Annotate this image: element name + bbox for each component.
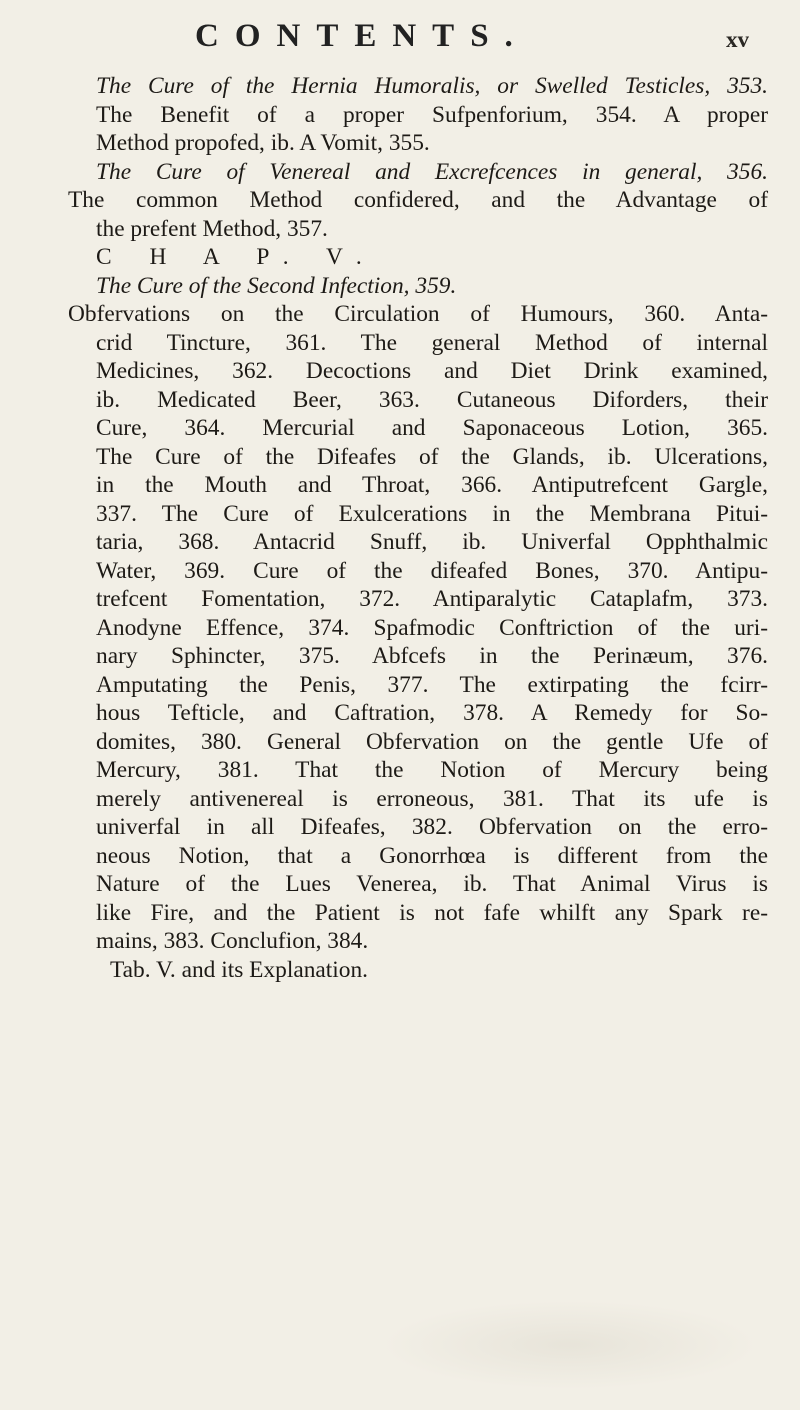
entry-line: Water, 369. Cure of the difeafed Bones, 370. Antipu- — [96, 557, 768, 584]
paper-stain — [380, 1300, 760, 1390]
entry-line: mains, 383. Conclufion, 384. — [96, 928, 369, 954]
entry-line: The Cure of the Difeafes of the Glands, ib. Ulcerations, — [96, 443, 768, 470]
entry-line: Amputating the Penis, 377. The extirpating the fcirr- — [96, 671, 768, 698]
contents-text — [68, 72, 768, 984]
entry-line: Cure, 364. Mercurial and Saponaceous Lotion, 365. — [96, 415, 768, 441]
entry-heading: The Cure of Venereal and Excrefcences in general, 356. — [96, 158, 768, 185]
entry-line: merely antivenereal is erroneous, 381. That its ufe is — [96, 785, 768, 812]
entry-line: Method propofed, ib. A Vomit, 355. — [96, 130, 430, 156]
entry-line: The common Method confidered, and the Advantage of — [68, 187, 768, 213]
entry-line: 337. The Cure of Exulcerations in the Membrana Pitui- — [96, 500, 768, 527]
entry-line: in the Mouth and Throat, 366. Antiputrefcent Gargle, — [96, 472, 768, 498]
entry-line: Tab. V. and its Explanation. — [110, 956, 369, 983]
entry-line: The Benefit of a proper Sufpenforium, 354. A proper — [96, 101, 768, 128]
entry-line: hous Tefticle, and Caftration, 378. A Remedy for So- — [96, 700, 768, 726]
entry-line: domites, 380. General Obfervation on the gentle Ufe of — [96, 728, 768, 755]
running-header: CONTENTS. — [195, 18, 529, 54]
entry-line: Mercury, 381. That the Notion of Mercury being — [96, 757, 768, 783]
entry-line: the prefent Method, 357. — [96, 215, 328, 242]
entry-line: like Fire, and the Patient is not fafe whilft any Spark re- — [96, 899, 768, 926]
entry-line: taria, 368. Antacrid Snuff, ib. Univerfal Opphthalmic — [96, 529, 768, 555]
chapter-heading: C H A P. V. — [96, 244, 378, 270]
entry-heading: The Cure of the Hernia Humoralis, or Swelled Testicles, 353. — [96, 73, 768, 99]
entry-line: Medicines, 362. Decoctions and Diet Drink examined, — [96, 358, 768, 384]
entry-heading: The Cure of the Second Infection, 359. — [96, 272, 457, 299]
entry-line: univerfal in all Difeafes, 382. Obfervation on the erro- — [96, 814, 768, 840]
entry-line: trefcent Fomentation, 372. Antiparalytic Cataplafm, 373. — [96, 586, 768, 612]
entry-line: crid Tincture, 361. The general Method of internal — [96, 329, 768, 356]
entry-line: ib. Medicated Beer, 363. Cutaneous Diforders, their — [96, 386, 768, 413]
page-number: xv — [726, 27, 749, 52]
entry-line: nary Sphincter, 375. Abfcefs in the Perinæum, 376. — [96, 643, 768, 669]
entry-line: neous Notion, that a Gonorrhœa is different from the — [96, 842, 768, 869]
entry-line: Obfervations on the Circulation of Humours, 360. Anta- — [68, 301, 768, 327]
entry-line: Anodyne Effence, 374. Spafmodic Conftriction of the uri- — [96, 614, 768, 641]
entry-line: Nature of the Lues Venerea, ib. That Animal Virus is — [96, 871, 768, 897]
